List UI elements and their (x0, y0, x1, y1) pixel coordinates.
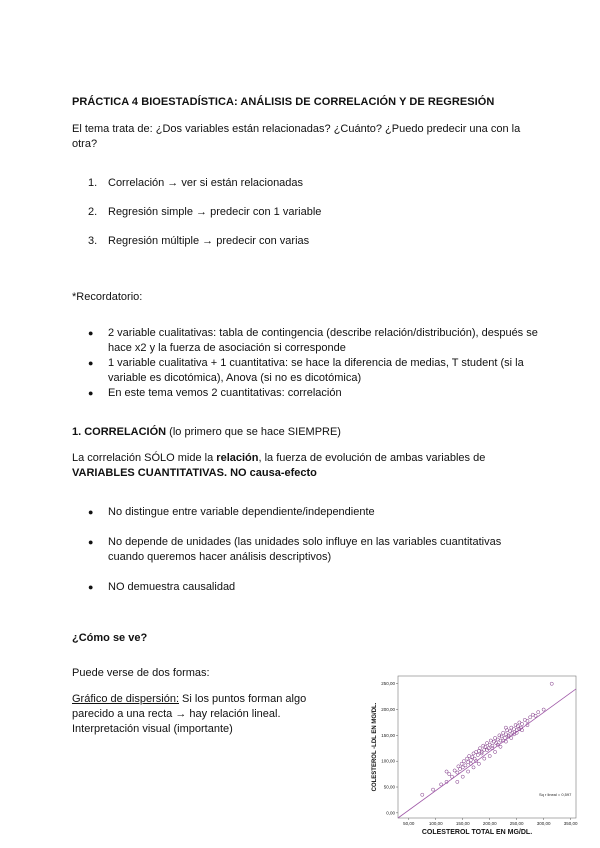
list-item (88, 580, 538, 595)
intro-paragraph: El tema trata de: ¿Dos variables están relacionadas? ¿Cuánto? ¿Puedo predecir una con la otra? (72, 123, 521, 150)
numbered-list (88, 177, 321, 264)
list-text: No distingue entre variable dependiente/independiente (108, 506, 375, 518)
list-item (88, 326, 538, 356)
paragraph: Puede verse de dos formas: (72, 667, 210, 679)
list-number: 2. (88, 206, 98, 218)
list-text: 1 variable cualitativa + 1 cuantitativa: se hace la diferencia de medias, T student (si la variable es dicotómica), Anova (si no es dicotómica) (108, 357, 524, 384)
y-tick-label: 50,00 (383, 784, 395, 790)
list-item (88, 177, 321, 206)
bullet-icon: ● (88, 582, 94, 592)
reminder-label: *Recordatorio: (72, 291, 143, 303)
list-text: No depende de unidades (las unidades solo influye en las variables cuantitativas cuando queremos hacer análisis descriptivos) (108, 536, 502, 563)
para-text: , la fuerza de evolución de ambas variables de (258, 452, 486, 464)
y-axis-label: COLESTEROL -LDL EN MG/DL. (372, 702, 378, 792)
para-text: Si los puntos forman algo parecido a una recta → hay relación lineal. Interpretación visual (importante) (72, 693, 307, 735)
list-item (88, 535, 538, 565)
y-tick-label: 100,00 (381, 758, 395, 764)
list-number: 3. (88, 235, 98, 247)
document-title: PRÁCTICA 4 BIOESTADÍSTICA: ANÁLISIS DE CORRELACIÓN Y DE REGRESIÓN (72, 96, 495, 108)
section-heading-bold: 1. CORRELACIÓN (72, 426, 167, 438)
x-tick-label: 50,00 (403, 821, 415, 826)
subheading: ¿Cómo se ve? (72, 632, 148, 644)
scatter-chart (368, 668, 580, 840)
list-item (88, 505, 538, 520)
list-item (88, 206, 321, 235)
bullet-icon: ● (88, 358, 94, 368)
list-item (88, 386, 538, 401)
para-bold: relación (216, 452, 259, 464)
y-tick-label: 0,00 (386, 810, 395, 816)
section-heading-rest: (lo primero que se hace SIEMPRE) (166, 426, 341, 438)
list-number: 1. (88, 177, 98, 189)
bullet-icon: ● (88, 537, 94, 547)
list-item (88, 235, 321, 264)
para-bold: VARIABLES CUANTITATIVAS. NO causa-efecto (72, 467, 317, 479)
scatter-description (72, 692, 342, 737)
list-text: 2 variable cualitativas: tabla de contingencia (describe relación/distribución), después se hace x2 y la fuerza de asociación si corresponde (108, 327, 538, 354)
x-tick-label: 300,00 (536, 821, 551, 826)
para-text: La correlación SÓLO mide la (72, 452, 217, 464)
list-text: Regresión múltiple → predecir con varias (108, 235, 310, 247)
list-text: Regresión simple → predecir con 1 variable (108, 206, 322, 218)
underlined-label: Gráfico de dispersión: (72, 693, 179, 705)
y-tick-label: 150,00 (381, 732, 395, 738)
x-tick-label: 250,00 (509, 821, 524, 826)
bullet-icon: ● (88, 328, 94, 338)
bullet-icon: ● (88, 507, 94, 517)
x-tick-label: 150,00 (455, 821, 470, 826)
scatter-chart-svg (368, 668, 580, 840)
list-text: NO demuestra causalidad (108, 581, 236, 593)
x-axis-label: COLESTEROL TOTAL EN MG/DL. (421, 829, 533, 836)
correlation-list (88, 505, 538, 610)
x-tick-label: 200,00 (482, 821, 497, 826)
r-squared-annotation: Sq r lineal = 0,597 (539, 792, 572, 797)
list-text: Correlación → ver si están relacionadas (108, 177, 304, 189)
bullet-icon: ● (88, 388, 94, 398)
reminder-list (88, 326, 538, 401)
x-tick-label: 100,00 (428, 821, 443, 826)
x-tick-label: 350,00 (563, 821, 578, 826)
list-text: En este tema vemos 2 cuantitativas: correlación (108, 387, 342, 399)
section-heading (72, 426, 341, 438)
y-tick-label: 200,00 (381, 707, 395, 713)
y-tick-label: 250,00 (381, 681, 395, 687)
list-item (88, 356, 538, 386)
correlation-paragraph (72, 451, 532, 481)
